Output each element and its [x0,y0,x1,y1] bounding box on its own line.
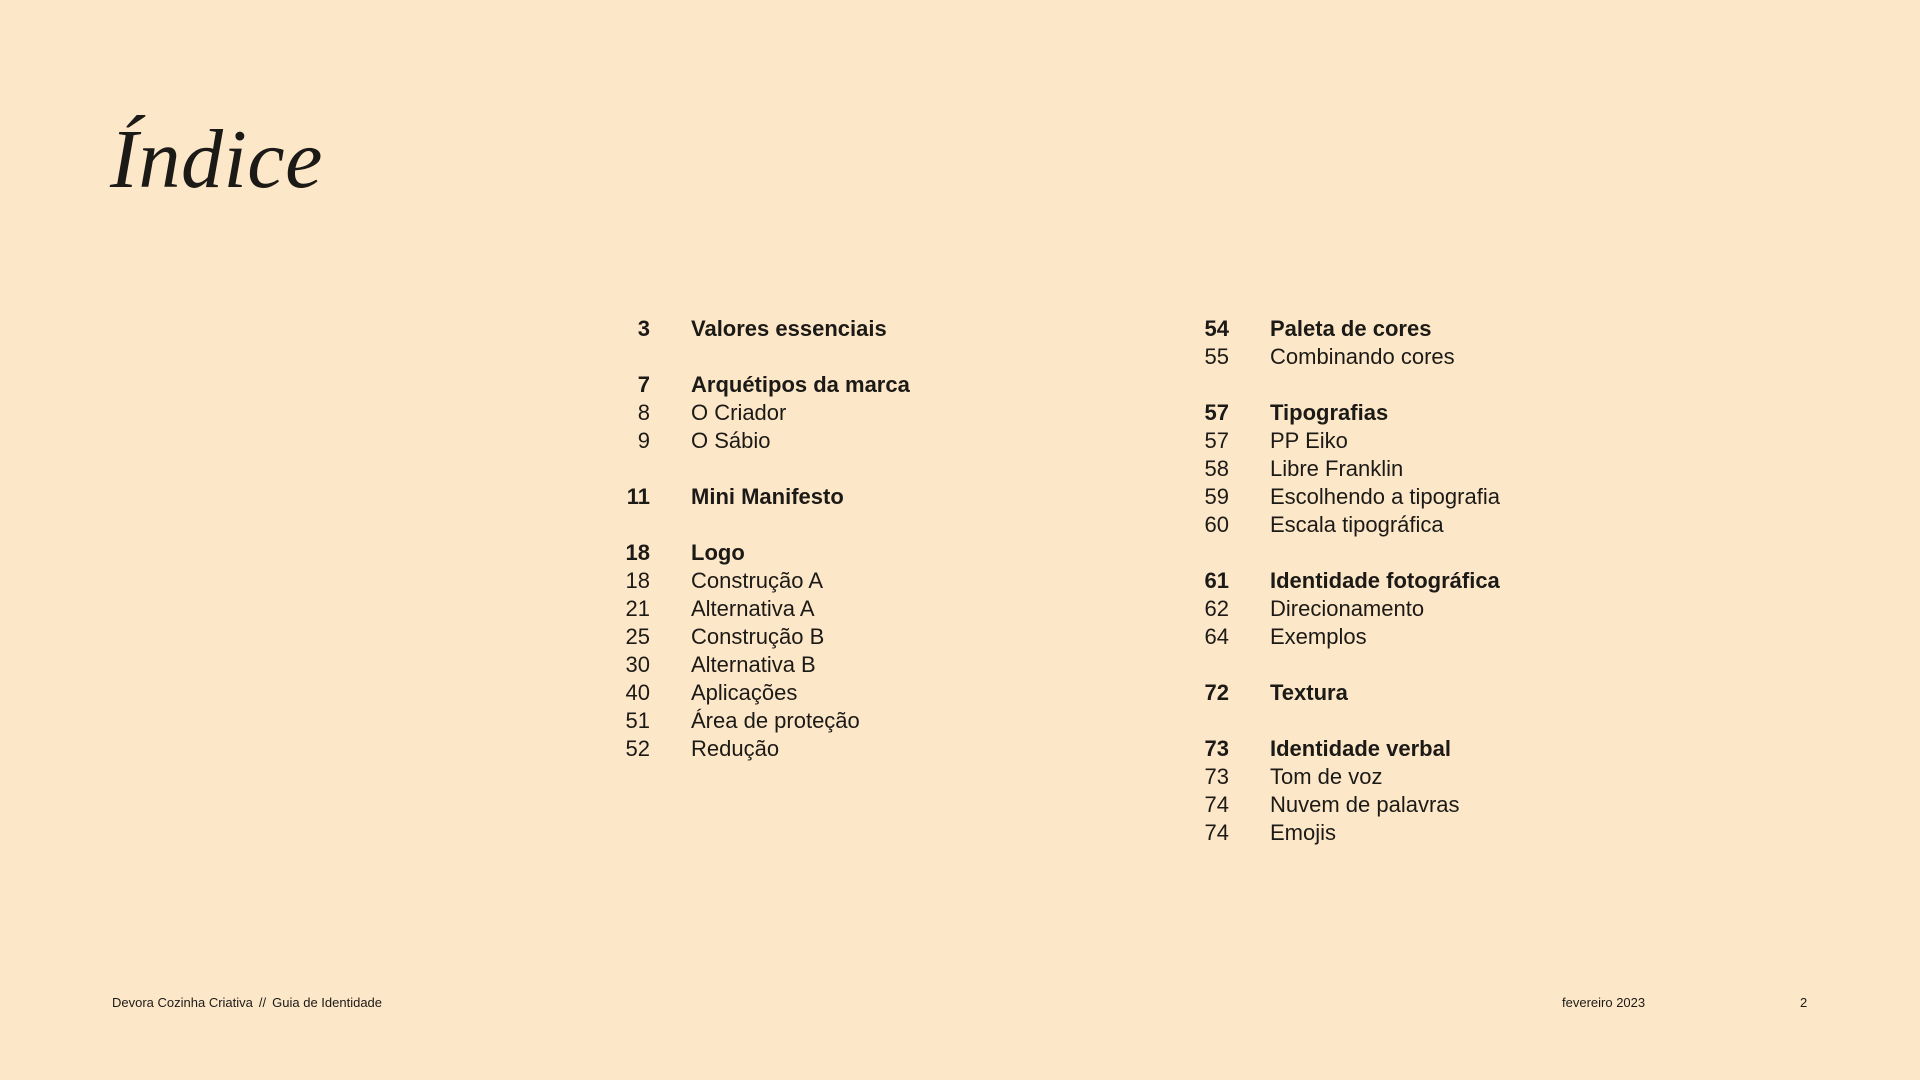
toc-entry [1149,483,1569,511]
footer-separator: // [258,995,267,1010]
toc-section [1149,315,1569,371]
footer-doc-title: Guia de Identidade [272,995,383,1010]
toc-page-number: 73 [1204,736,1229,761]
toc-entry [1149,791,1569,819]
toc-column-left [570,315,990,791]
toc-page-number: 21 [625,596,650,621]
toc-page-number: 52 [625,736,650,761]
toc-page-number: 59 [1204,484,1229,509]
toc-section-heading [1149,735,1569,763]
toc-section [570,539,990,763]
page-title: Índice [110,113,323,206]
toc-section [1149,567,1569,651]
toc-page-number: 54 [1204,316,1229,341]
toc-entry [570,707,990,735]
toc-page-number: 61 [1204,568,1229,593]
toc-entry [570,623,990,651]
toc-entry [1149,595,1569,623]
toc-section-heading [570,371,990,399]
toc-label: Identidade fotográfica [1270,568,1500,593]
toc-label: Aplicações [691,680,798,705]
toc-section [570,483,990,511]
toc-page-number: 55 [1204,344,1229,369]
toc-label: Valores essenciais [691,316,887,341]
toc-page-number: 62 [1204,596,1229,621]
toc-label: Tom de voz [1270,764,1383,789]
toc-section-heading [570,539,990,567]
toc-page-number: 8 [637,400,650,425]
toc-entry [570,567,990,595]
toc-entry [570,679,990,707]
toc-section [1149,679,1569,707]
toc-label: PP Eiko [1270,428,1348,453]
toc-page-number: 7 [637,372,650,397]
toc-page-number: 73 [1204,764,1229,789]
toc-label: Libre Franklin [1270,456,1404,481]
toc-page-number: 74 [1204,792,1229,817]
toc-label: Direcionamento [1270,596,1425,621]
toc-entry [1149,511,1569,539]
footer-date: fevereiro 2023 [1562,995,1646,1010]
toc-page-number: 51 [625,708,650,733]
toc-page-number: 18 [625,540,650,565]
toc-page-number: 64 [1204,624,1229,649]
toc-label: Área de proteção [691,708,860,733]
toc-page-number: 40 [625,680,650,705]
toc-page-number: 18 [625,568,650,593]
toc-entry [570,427,990,455]
toc-label: Textura [1270,680,1348,705]
toc-entry [1149,623,1569,651]
toc-entry [1149,343,1569,371]
toc-entry [570,399,990,427]
toc-entry [1149,763,1569,791]
footer-document-info [112,994,382,1012]
toc-section [1149,399,1569,539]
toc-page-number: 3 [637,316,650,341]
toc-section [570,315,990,343]
toc-page-number: 11 [626,484,650,509]
toc-label: Alternativa A [691,596,815,621]
toc-label: Nuvem de palavras [1270,792,1460,817]
toc-page-number: 25 [625,624,650,649]
toc-label: Mini Manifesto [691,484,844,509]
toc-section [570,371,990,455]
toc-section-heading [1149,399,1569,427]
toc-section-heading [570,483,990,511]
toc-entry [1149,427,1569,455]
page-number: 2 [1800,995,1808,1010]
toc-page-number: 60 [1204,512,1229,537]
toc-entry [570,735,990,763]
toc-entry [1149,819,1569,847]
toc-label: Emojis [1270,820,1337,845]
toc-page-number: 9 [637,428,650,453]
toc-page-number: 57 [1204,400,1229,425]
toc-label: Construção B [691,624,825,649]
toc-label: Redução [691,736,780,761]
toc-section-heading [1149,315,1569,343]
toc-label: Tipografias [1270,400,1389,425]
toc-label: Exemplos [1270,624,1367,649]
toc-label: Identidade verbal [1270,736,1451,761]
toc-page-number: 72 [1204,680,1229,705]
toc-entry [1149,455,1569,483]
toc-column-right [1149,315,1569,875]
toc-section [1149,735,1569,847]
toc-label: Logo [691,540,745,565]
toc-section-heading [570,315,990,343]
toc-label: O Sábio [691,428,771,453]
toc-label: Construção A [691,568,824,593]
toc-page-number: 74 [1204,820,1229,845]
toc-section-heading [1149,567,1569,595]
toc-label: Combinando cores [1270,344,1455,369]
toc-label: Alternativa B [691,652,816,677]
toc-page-number: 57 [1204,428,1229,453]
toc-label: Paleta de cores [1270,316,1432,341]
toc-entry [570,595,990,623]
toc-label: Escolhendo a tipografia [1270,484,1500,509]
footer-brand: Devora Cozinha Criativa [112,995,253,1010]
toc-page-number: 58 [1204,456,1229,481]
toc-section-heading [1149,679,1569,707]
toc-label: Escala tipográfica [1270,512,1444,537]
toc-entry [570,651,990,679]
toc-page-number: 30 [625,652,650,677]
toc-label: O Criador [691,400,787,425]
toc-label: Arquétipos da marca [691,372,910,397]
